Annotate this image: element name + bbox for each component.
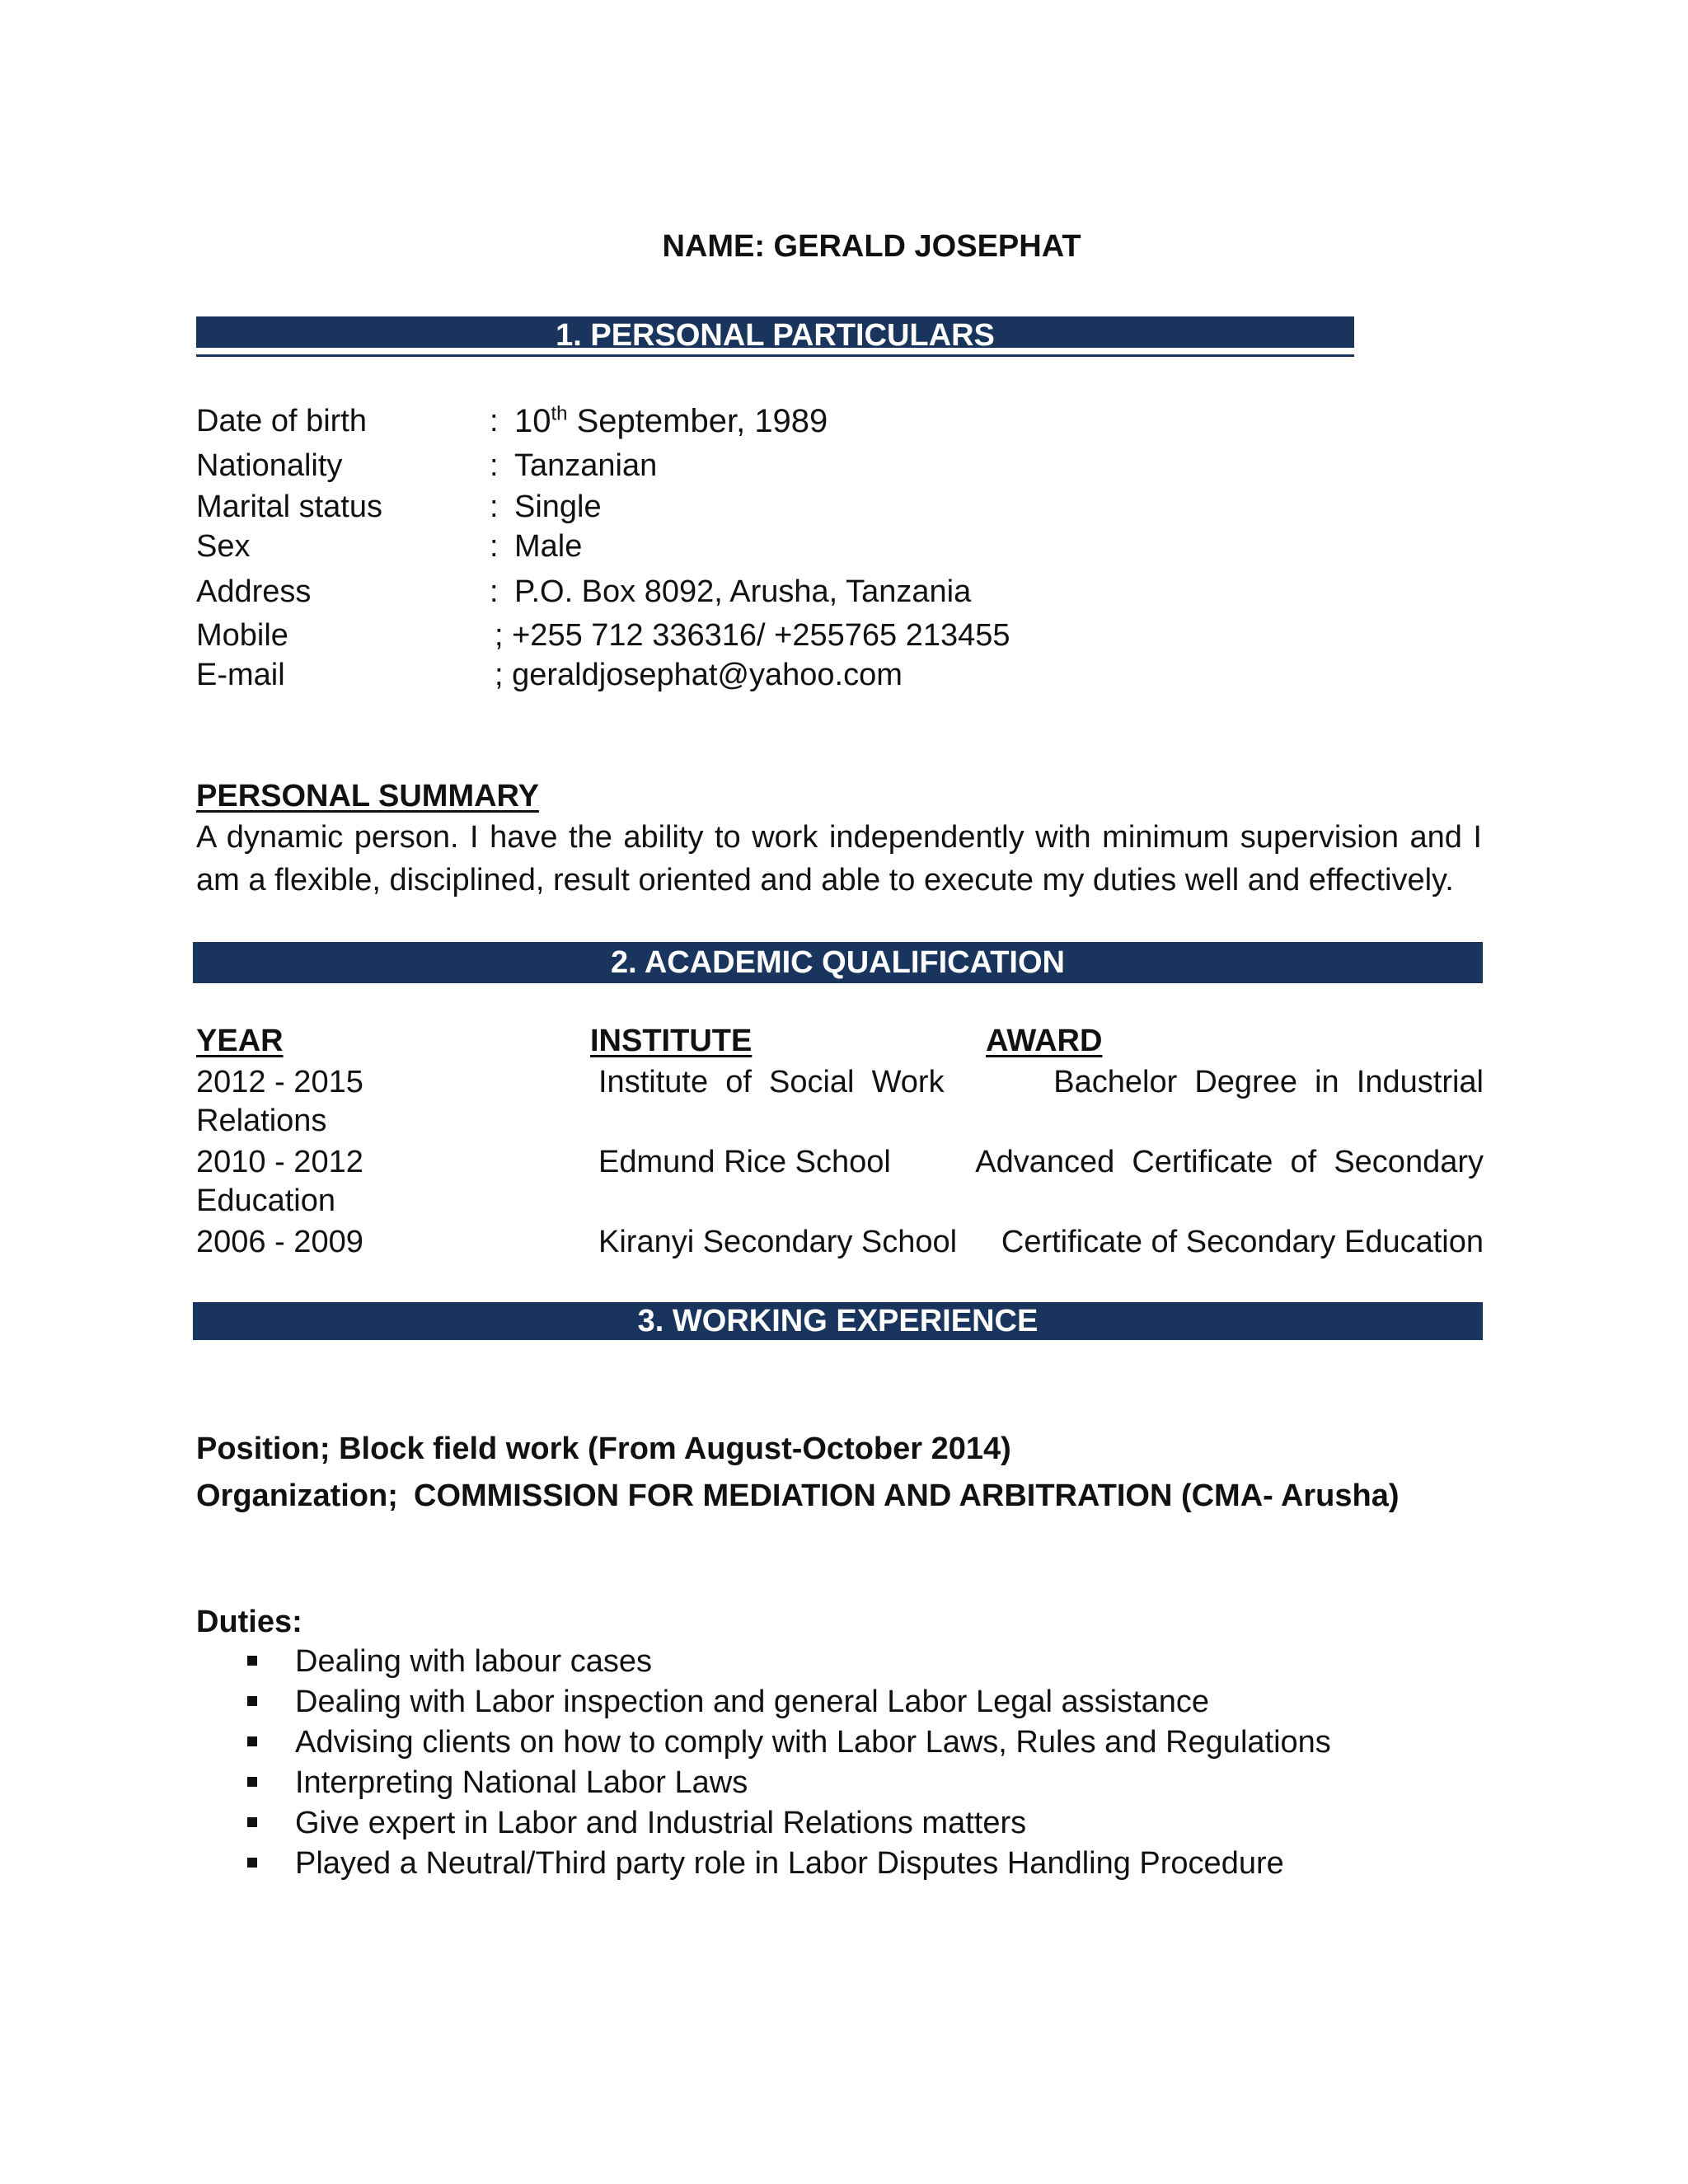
square-bullet-icon bbox=[247, 1817, 257, 1827]
academic-row-award-continued: Education bbox=[196, 1183, 336, 1218]
column-header-institute: INSTITUTE bbox=[590, 1024, 753, 1058]
sex-separator: : bbox=[490, 529, 499, 564]
nationality-value: Tanzanian bbox=[514, 448, 658, 483]
academic-row-institute: Kiranyi Secondary School bbox=[598, 1225, 958, 1259]
personal-summary-text: A dynamic person. I have the ability to work independently with minimum supervision and I am a flexible, disciplined, result oriented and able to execute my duties well and effectively. bbox=[196, 820, 1482, 898]
address-label: Address bbox=[196, 574, 312, 609]
marital-status-separator: : bbox=[490, 490, 499, 524]
academic-row-award: Certificate of Secondary Education bbox=[1001, 1225, 1484, 1259]
name-heading: NAME: GERALD JOSEPHAT bbox=[662, 229, 1081, 264]
academic-row-year: 2010 - 2012 bbox=[196, 1145, 363, 1179]
address-value: P.O. Box 8092, Arusha, Tanzania bbox=[514, 574, 972, 609]
academic-row-award: Advanced Certificate of Secondary bbox=[975, 1145, 1484, 1179]
marital-status-label: Marital status bbox=[196, 490, 382, 524]
nationality-label: Nationality bbox=[196, 448, 343, 483]
personal-summary-title: PERSONAL SUMMARY bbox=[196, 779, 539, 813]
section-bar-working-experience: 3. WORKING EXPERIENCE bbox=[193, 1302, 1483, 1340]
dob-label: Date of birth bbox=[196, 404, 367, 438]
academic-row-award-continued: Relations bbox=[196, 1104, 327, 1138]
section-underline bbox=[196, 354, 1354, 357]
section-bar-academic-qualification: 2. ACADEMIC QUALIFICATION bbox=[193, 942, 1483, 983]
duties-title: Duties: bbox=[196, 1605, 302, 1639]
marital-status-value: Single bbox=[514, 490, 602, 524]
square-bullet-icon bbox=[247, 1696, 257, 1706]
organization-label: Organization; bbox=[196, 1479, 398, 1513]
academic-row-year: 2006 - 2009 bbox=[196, 1225, 363, 1259]
sex-label: Sex bbox=[196, 529, 251, 564]
academic-row-institute: Institute of Social Work bbox=[598, 1065, 945, 1099]
square-bullet-icon bbox=[247, 1656, 257, 1666]
column-header-year: YEAR bbox=[196, 1024, 284, 1058]
email-label: E-mail bbox=[196, 658, 285, 692]
position-line: Position; Block field work (From August-October 2014) bbox=[196, 1432, 1011, 1466]
sex-value: Male bbox=[514, 529, 583, 564]
mobile-value: ; +255 712 336316/ +255765 213455 bbox=[495, 618, 1010, 653]
dob-value: 10th September, 1989 bbox=[514, 402, 828, 439]
organization-value: COMMISSION FOR MEDIATION AND ARBITRATION (CMA- Arusha) bbox=[414, 1479, 1400, 1513]
column-header-award: AWARD bbox=[986, 1024, 1103, 1058]
academic-row-institute: Edmund Rice School bbox=[598, 1145, 891, 1179]
section-bar-personal-particulars: 1. PERSONAL PARTICULARS bbox=[196, 316, 1354, 351]
square-bullet-icon bbox=[247, 1858, 257, 1868]
square-bullet-icon bbox=[247, 1736, 257, 1746]
nationality-separator: : bbox=[490, 448, 499, 483]
email-value: ; geraldjosephat@yahoo.com bbox=[495, 658, 903, 692]
mobile-label: Mobile bbox=[196, 618, 288, 653]
dob-separator: : bbox=[490, 404, 499, 438]
address-separator: : bbox=[490, 574, 499, 609]
academic-row-award: Bachelor Degree in Industrial bbox=[1053, 1065, 1484, 1099]
square-bullet-icon bbox=[247, 1777, 257, 1787]
academic-row-year: 2012 - 2015 bbox=[196, 1065, 363, 1099]
